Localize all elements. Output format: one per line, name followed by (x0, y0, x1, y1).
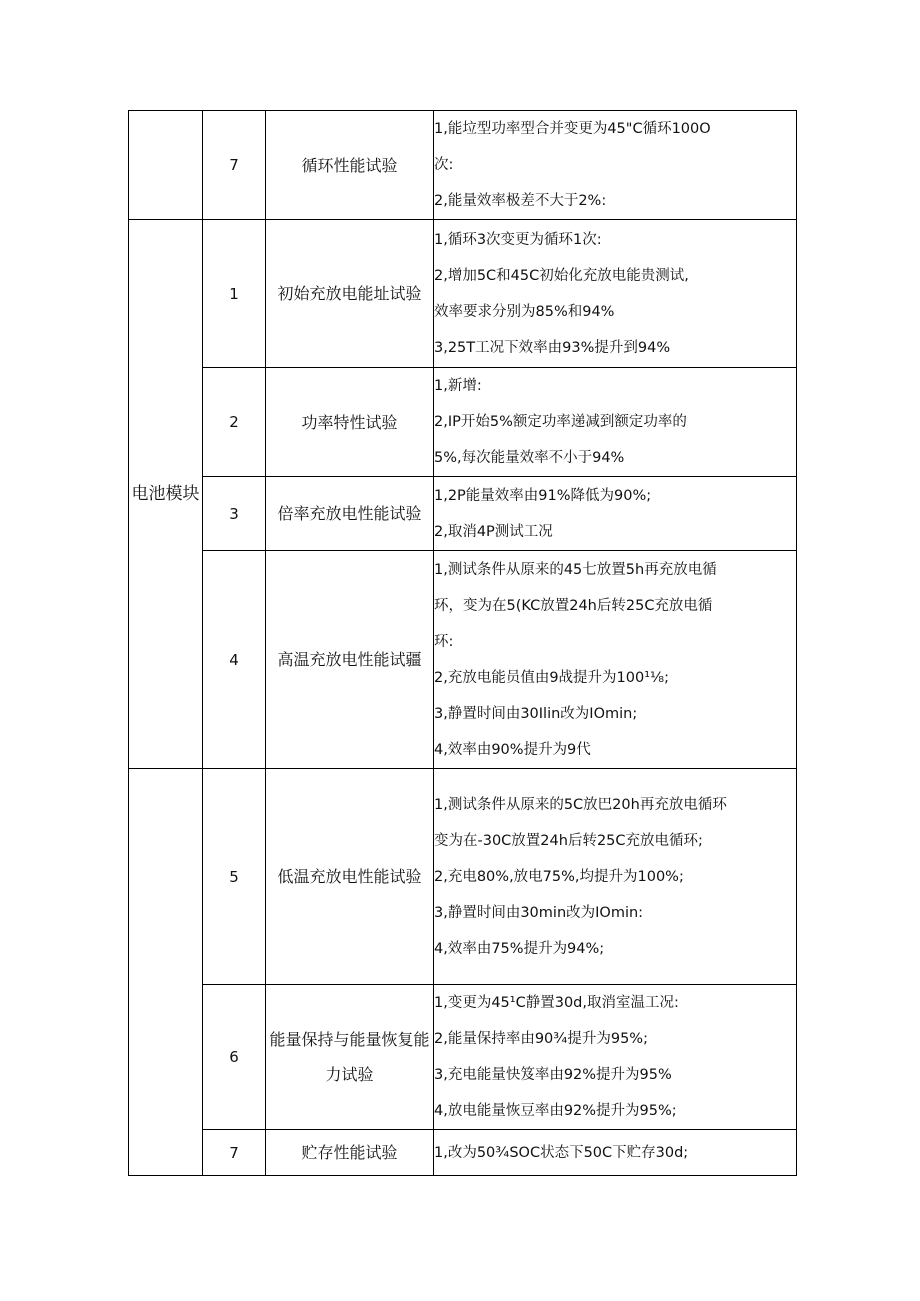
change-description (434, 1130, 797, 1176)
description-line: 4,放电能量恢豆率由92%提升为95%; (434, 1103, 677, 1119)
row-number: 4 (203, 551, 266, 769)
description-line: 3,充电能量快笈率由92%提升为95% (434, 1067, 672, 1083)
change-description (434, 477, 797, 551)
description-line: 1,能垃型功率型合并变更为45"C循环100O (434, 121, 711, 137)
table-row (129, 477, 797, 551)
description-line: 效率要求分别为85%和94% (434, 303, 615, 320)
description-line: 4,效率由90%提升为9代 (434, 741, 591, 758)
table-row (129, 985, 797, 1130)
description-line: 1,2P能量效率由91%降低为90%; (434, 487, 652, 504)
description-line: 3,25T工况下效率由93%提升到94% (434, 339, 671, 356)
test-name: 功率特性试验 (266, 368, 434, 477)
description-line: 次: (434, 157, 454, 173)
description-line: 5%,每次能量效率不小于94% (434, 450, 625, 466)
test-name: 能量保持与能量恢复能力试验 (266, 985, 434, 1130)
description-line: 1,新增: (434, 378, 482, 394)
change-description (434, 111, 797, 220)
table-row (129, 368, 797, 477)
row-number: 1 (203, 220, 266, 368)
change-description (434, 220, 797, 368)
change-description (434, 368, 797, 477)
test-name: 高温充放电性能试疆 (266, 551, 434, 769)
row-number: 5 (203, 769, 266, 985)
table-row (129, 1130, 797, 1176)
description-line: 2,能量保持率由90¾提升为95%; (434, 1031, 648, 1047)
description-line: 3,静置时间由30Ilin改为IOmin; (434, 705, 638, 722)
row-number: 7 (203, 111, 266, 220)
description-line: 1,改为50¾SOC状态下50C下贮存30d; (434, 1144, 689, 1161)
description-line: 1,测试条件从原来的45七放置5h再充放电循 (434, 561, 717, 578)
description-line: 环: (434, 633, 454, 650)
row-number: 6 (203, 985, 266, 1130)
table-row (129, 111, 797, 220)
description-line: 环，变为在5(KC放置24h后转25C充放电循 (434, 597, 713, 614)
description-line: 3,静置时间由30min改为IOmin: (434, 904, 644, 921)
test-name: 循环性能试验 (266, 111, 434, 220)
change-description (434, 551, 797, 769)
table-row (129, 551, 797, 769)
description-line: 2,取消4P测试工况 (434, 523, 553, 540)
test-change-table (128, 110, 797, 1176)
description-line: 2,充放电能员值由9战提升为100¹⅛; (434, 669, 669, 686)
description-line: 变为在-30C放置24h后转25C充放电循环; (434, 832, 703, 849)
description-line: 4,效率由75%提升为94%; (434, 940, 605, 957)
description-line: 1,测试条件从原来的5C放巴20h再充放电循环 (434, 796, 727, 813)
test-name: 初始充放电能址试验 (266, 220, 434, 368)
category-battery-module: 电池模块 (129, 220, 203, 769)
table-row (129, 220, 797, 368)
row-number: 7 (203, 1130, 266, 1176)
description-line: 2,IP开始5%额定功率递减到额定功率的 (434, 414, 687, 430)
description-line: 2,充电80%,放电75%,均提升为100%; (434, 868, 684, 885)
description-line: 1,变更为45¹C静置30d,取消室温工况: (434, 995, 679, 1011)
row-number: 2 (203, 368, 266, 477)
table-row (129, 769, 797, 985)
category-cell-empty (129, 769, 203, 1176)
row-number: 3 (203, 477, 266, 551)
description-line: 1,循环3次变更为循环1次: (434, 231, 602, 248)
change-description (434, 769, 797, 985)
description-line: 2,能量效率极差不大于2%: (434, 193, 607, 209)
test-name: 倍率充放电性能试验 (266, 477, 434, 551)
category-cell-empty (129, 111, 203, 220)
test-name: 低温充放电性能试验 (266, 769, 434, 985)
test-name: 贮存性能试验 (266, 1130, 434, 1176)
change-description (434, 985, 797, 1130)
description-line: 2,增加5C和45C初始化充放电能贵测试, (434, 267, 689, 284)
